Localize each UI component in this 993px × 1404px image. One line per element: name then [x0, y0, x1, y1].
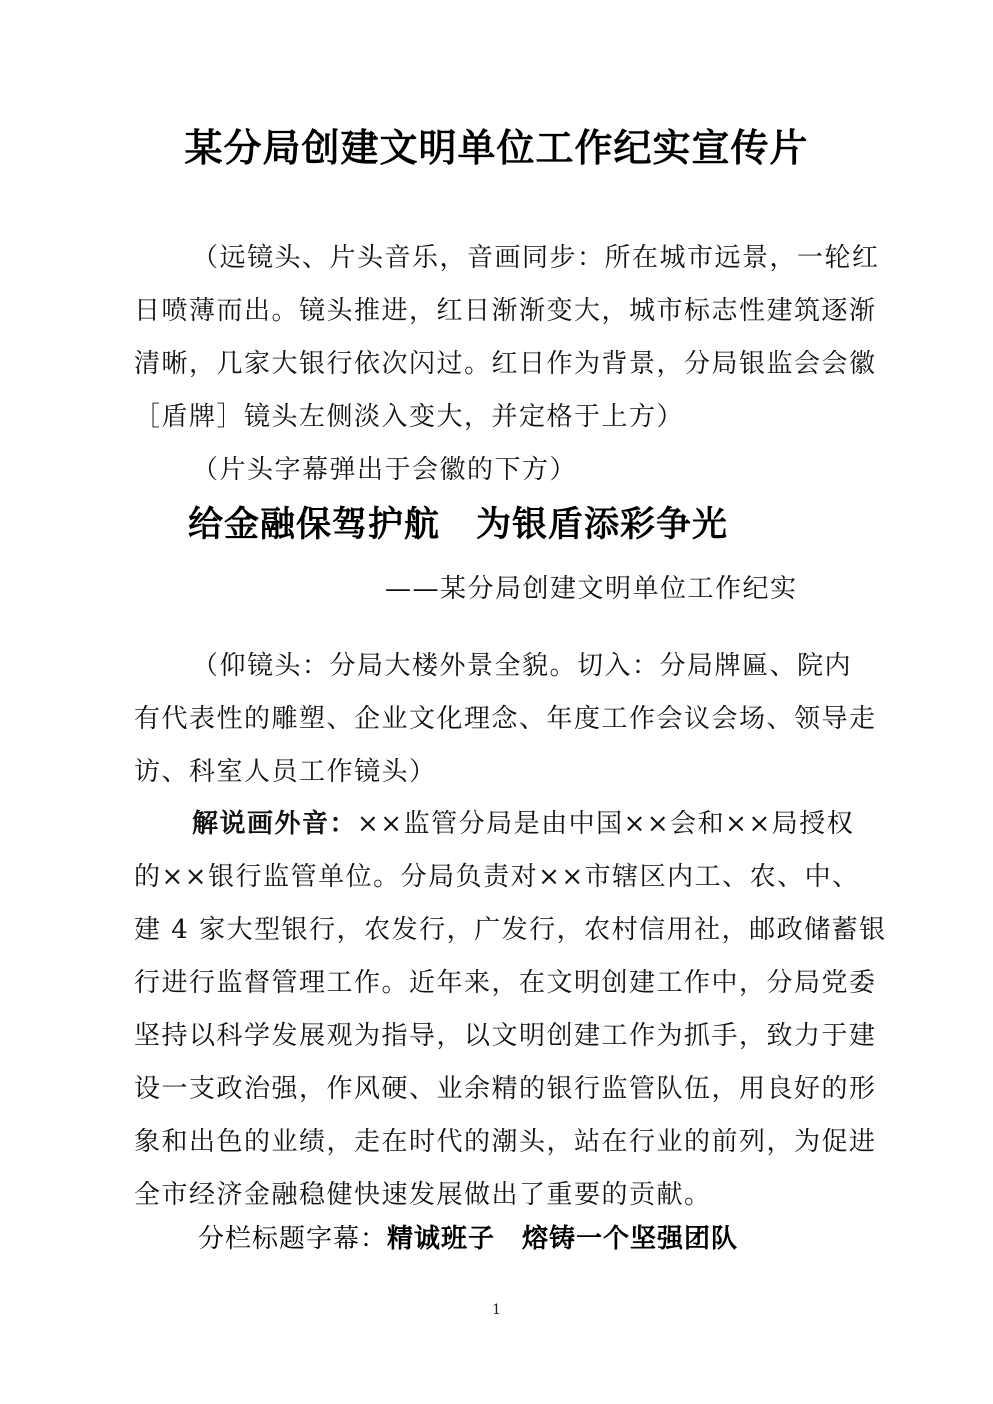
paragraph-line: 设一支政治强，作风硬、业余精的银行监管队伍，用良好的形 [134, 1074, 877, 1104]
section-caption-label: 分栏标题字幕： [198, 1224, 388, 1254]
narration-label: 解说画外音： [192, 809, 358, 839]
narration-first-line: ××监管分局是由中国××会和××局授权 [357, 809, 855, 839]
paragraph-line: ［盾牌］镜头左侧淡入变大，并定格于上方） [134, 402, 685, 432]
paragraph-line: 有代表性的雕塑、企业文化理念、年度工作会议会场、领导走 [134, 704, 877, 734]
paragraph-line: 建 4 家大型银行，农发行，广发行，农村信用社，邮政储蓄银 [134, 915, 887, 945]
headline-main: 给金融保驾护航 为银盾添彩争光 [188, 505, 729, 545]
scene-direction [134, 640, 877, 799]
paragraph-line: 坚持以科学发展观为指导，以文明创建工作为抓手，致力于建 [134, 1021, 877, 1051]
document-title: 某分局创建文明单位工作纪实宣传片 [184, 126, 809, 170]
paragraph-line: （远镜头、片头音乐，音画同步：所在城市远景，一轮红 [192, 243, 880, 273]
paragraph-line: （仰镜头：分局大楼外景全貌。切入：分局牌匾、院内 [192, 651, 853, 681]
paragraph-line: 行进行监督管理工作。近年来，在文明创建工作中，分局党委 [134, 968, 877, 998]
paragraph-line: 访、科室人员工作镜头） [134, 757, 437, 787]
paragraph-line [134, 798, 856, 851]
section-caption [198, 1213, 738, 1266]
paragraph-line: 的××银行监管单位。分局负责对××市辖区内工、农、中、 [134, 862, 860, 892]
paragraph-line: （片头字幕弹出于会徽的下方） [192, 455, 578, 485]
paragraph-line: 日喷薄而出。镜头推进，红日渐渐变大，城市标志性建筑逐渐 [134, 296, 877, 326]
headline-sub: ——某分局创建文明单位工作纪实 [385, 574, 798, 604]
narration-paragraph [134, 798, 887, 1222]
page-number: 1 [492, 1302, 501, 1318]
section-caption-text: 精诚班子 熔铸一个坚强团队 [387, 1224, 739, 1254]
paragraph-line: 全市经济金融稳健快速发展做出了重要的贡献。 [134, 1180, 712, 1210]
paragraph-line: 象和出色的业绩，走在时代的潮头，站在行业的前列，为促进 [134, 1127, 877, 1157]
opening-direction [134, 232, 880, 497]
paragraph-line: 清晰，几家大银行依次闪过。红日作为背景，分局银监会会徽 [134, 349, 877, 379]
